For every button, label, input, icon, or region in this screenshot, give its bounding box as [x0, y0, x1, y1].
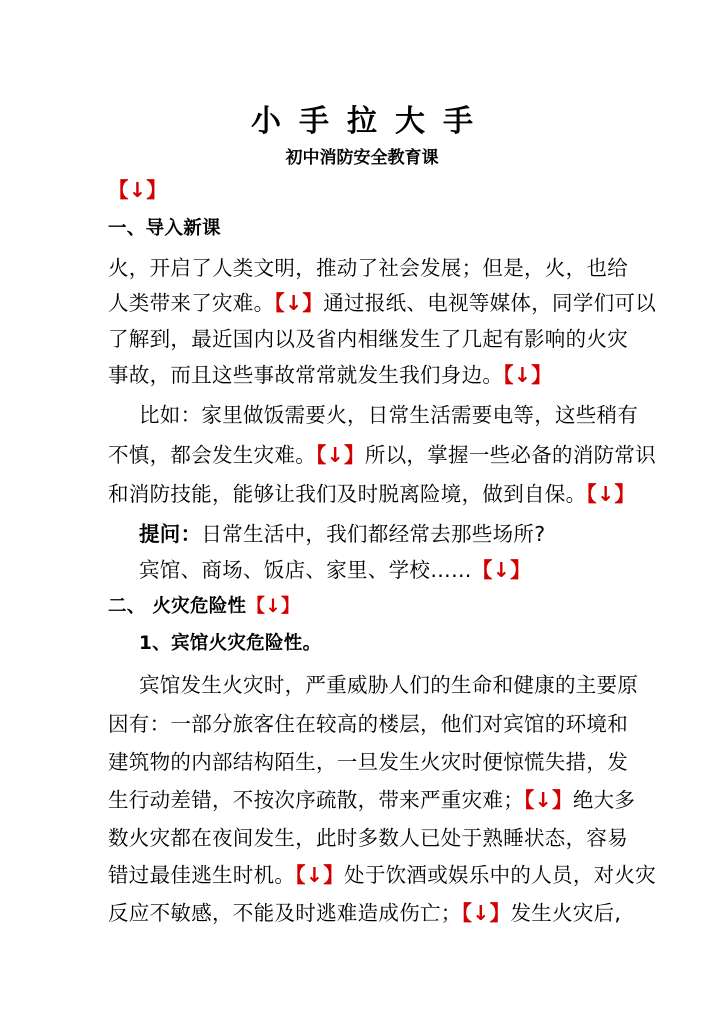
arrow-down-marker: 【↓】	[524, 788, 573, 812]
body-text: 比如：家里做饭需要火，日常生活需要电等，这些稍有	[139, 403, 639, 427]
body-text: 事故，而且这些事故常常就发生我们身边。	[108, 363, 504, 387]
text-line	[139, 556, 531, 584]
text-line	[139, 401, 638, 429]
body-text: 宾馆发生火灾时，严重威胁人们的生命和健康的主要原	[139, 673, 639, 697]
text-line	[108, 441, 656, 469]
body-text: 生行动差错，不按次序疏散，带来严重灾难；	[108, 788, 524, 812]
body-text: 通过报纸、电视等媒体，同学们可以	[323, 291, 657, 315]
body-text: 绝大多	[572, 788, 636, 812]
arrow-down-marker: 【↓】	[586, 482, 636, 506]
text-line	[108, 254, 628, 282]
text-line	[108, 325, 628, 353]
body-text: 人类带来了灾难。	[108, 291, 275, 315]
body-text: 错过最佳逃生时机。	[108, 863, 296, 887]
body-text: 宾馆、商场、饭店、家里、学校……	[139, 558, 472, 582]
arrow-down-marker: 【↓】	[295, 863, 345, 887]
body-text: 不慎，都会发生灾难。	[108, 443, 316, 467]
arrow-down-marker: 【↓】	[246, 596, 300, 617]
text-line	[139, 671, 638, 699]
text-line	[108, 899, 621, 927]
text-line	[108, 361, 552, 389]
page-subtitle: 初中消防安全教育课	[285, 148, 439, 168]
body-text: 和消防技能，能够让我们及时脱离险境，做到自保。	[108, 482, 587, 506]
body-text: 了解到，最近国内以及省内相继发生了几起有影响的火灾	[108, 327, 628, 351]
text-line	[108, 176, 167, 204]
bold-text: 提问：	[139, 522, 202, 546]
body-text: 发生火灾后,	[510, 901, 622, 925]
bold-text: 二、 火灾危险性	[108, 596, 247, 617]
body-text: 数火灾都在夜间发生，此时多数人已处于熟睡状态，容易	[108, 826, 628, 850]
section-heading	[108, 215, 221, 243]
body-text: 日常生活中，我们都经常去那些场所?	[201, 522, 546, 546]
body-text: 火，开启了人类文明，推动了社会发展；但是，火，也给	[108, 256, 628, 280]
text-line	[108, 480, 635, 508]
text-line	[108, 786, 635, 814]
body-text: 处于饮酒或娱乐中的人员，对火灾	[344, 863, 657, 887]
arrow-down-marker: 【↓】	[471, 558, 531, 582]
arrow-down-marker: 【↓】	[108, 178, 168, 202]
page-title: 小手拉大手	[251, 104, 491, 139]
body-text: 反应不敏感，不能及时逃难造成伤亡；	[108, 901, 462, 925]
text-line	[139, 520, 545, 548]
arrow-down-marker: 【↓】	[316, 443, 365, 467]
text-line	[108, 710, 628, 738]
text-line	[108, 748, 628, 776]
text-line	[108, 824, 628, 852]
subsection-heading	[139, 630, 321, 658]
arrow-down-marker: 【↓】	[274, 291, 324, 315]
body-text: 所以，掌握一些必备的消防常识	[364, 443, 657, 467]
text-line	[108, 289, 656, 317]
arrow-down-marker: 【↓】	[503, 363, 553, 387]
section-heading	[108, 593, 300, 621]
text-line	[108, 861, 656, 889]
body-text: 因有：一部分旅客住在较高的楼层，他们对宾馆的环境和	[108, 712, 628, 736]
bold-text: 一、导入新课	[108, 218, 221, 239]
arrow-down-marker: 【↓】	[461, 901, 511, 925]
bold-text: 1、宾馆火灾危险性。	[139, 633, 322, 654]
body-text: 建筑物的内部结构陌生，一旦发生火灾时便惊慌失措，发	[108, 750, 628, 774]
